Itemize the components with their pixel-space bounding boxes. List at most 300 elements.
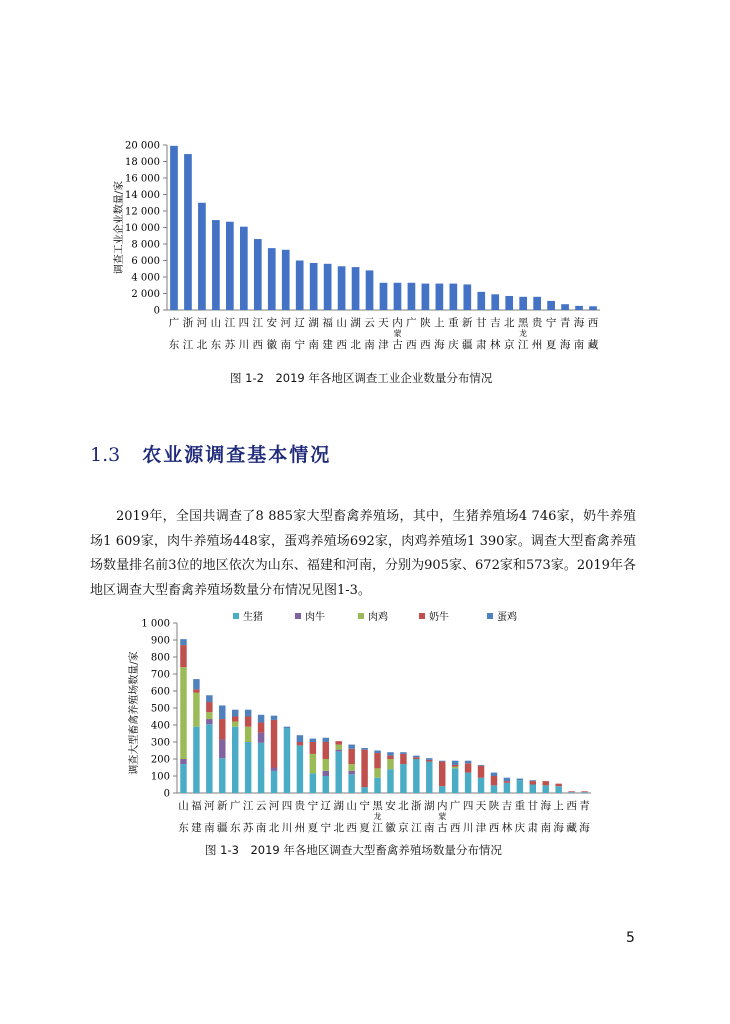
y-tick-label: 0 bbox=[163, 788, 170, 800]
figure-caption-1-3: 图 1-3 2019 年各地区调查大型畜禽养殖场数量分布情况 bbox=[205, 843, 502, 857]
y-tick-label: 0 bbox=[153, 305, 160, 317]
y-tick-label: 18 000 bbox=[125, 157, 160, 168]
x-tick-label-b: 宁 bbox=[294, 339, 305, 351]
bar bbox=[184, 154, 192, 310]
y-tick-label: 4 000 bbox=[131, 272, 160, 284]
x-tick-label-a: 黑 bbox=[372, 800, 383, 812]
bar-segment bbox=[271, 768, 277, 771]
bar-segment bbox=[245, 717, 251, 727]
x-tick-label-a: 湖 bbox=[333, 800, 344, 812]
bar-segment bbox=[530, 781, 536, 784]
bar-segment bbox=[297, 742, 303, 745]
x-tick-label-b: 肃 bbox=[476, 339, 487, 351]
x-tick-label-b: 夏 bbox=[545, 339, 557, 351]
legend-swatch bbox=[487, 613, 493, 619]
bar-segment bbox=[335, 745, 341, 750]
legend-swatch bbox=[295, 613, 301, 619]
x-tick-label-a: 云 bbox=[255, 800, 267, 812]
bar-segment bbox=[555, 784, 561, 787]
bar-segment bbox=[335, 751, 341, 793]
bar-segment bbox=[426, 762, 432, 793]
x-tick-label-b: 建 bbox=[191, 822, 202, 834]
x-tick-label-a: 广 bbox=[168, 317, 180, 329]
bar-segment bbox=[426, 760, 432, 762]
bar-segment bbox=[284, 727, 290, 729]
x-tick-label-b: 苏 bbox=[242, 822, 254, 834]
x-tick-label-a: 福 bbox=[191, 800, 202, 812]
x-tick-label-b: 川 bbox=[238, 339, 250, 351]
x-tick-label-a: 北 bbox=[503, 317, 515, 329]
bar bbox=[366, 270, 374, 310]
x-tick-label-a: 吉 bbox=[501, 800, 513, 812]
x-tick-label-a: 江 bbox=[252, 317, 264, 329]
bar-segment bbox=[581, 792, 587, 793]
bar-segment bbox=[478, 778, 484, 793]
x-tick-label-a: 西 bbox=[587, 317, 599, 329]
x-tick-label-m: 龙 bbox=[373, 812, 382, 821]
bar-segment bbox=[387, 752, 393, 755]
y-tick-label: 10 000 bbox=[125, 223, 160, 234]
bar bbox=[575, 306, 583, 310]
bar-segment bbox=[452, 761, 458, 765]
x-tick-label-a: 四 bbox=[238, 317, 250, 329]
bar-segment bbox=[180, 759, 186, 764]
bar-segment bbox=[206, 695, 212, 702]
bar-segment bbox=[348, 771, 354, 774]
section-number: 1.3 bbox=[90, 444, 121, 466]
x-tick-label-b: 肃 bbox=[527, 822, 539, 834]
x-tick-label-b: 南 bbox=[308, 339, 319, 351]
bar-segment bbox=[439, 762, 445, 787]
y-tick-label: 200 bbox=[150, 754, 170, 766]
bar-segment bbox=[258, 733, 264, 743]
y-tick-label: 600 bbox=[150, 686, 170, 698]
x-tick-label-b: 川 bbox=[281, 822, 293, 834]
bar-segment bbox=[504, 778, 510, 781]
bar-segment bbox=[568, 791, 574, 792]
x-tick-label-b: 藏 bbox=[566, 822, 577, 834]
x-tick-label-a: 甘 bbox=[476, 317, 487, 329]
y-tick-label: 14 000 bbox=[125, 190, 160, 201]
x-tick-label-b: 北 bbox=[333, 822, 344, 834]
bar-segment bbox=[206, 724, 212, 793]
bar-segment bbox=[374, 778, 380, 793]
bar-segment bbox=[258, 722, 264, 732]
bar-segment bbox=[180, 645, 186, 667]
x-tick-label-a: 北 bbox=[398, 800, 409, 812]
y-tick-label: 100 bbox=[150, 771, 170, 783]
x-tick-label-b: 林 bbox=[501, 822, 513, 834]
bar-segment bbox=[310, 773, 316, 793]
x-tick-label-b: 宁 bbox=[320, 822, 332, 834]
x-tick-label-a: 浙 bbox=[182, 317, 194, 329]
y-axis-label: 调查工业企业数量/家 bbox=[114, 180, 125, 275]
bar-segment bbox=[193, 689, 199, 692]
x-tick-label-b: 庆 bbox=[448, 339, 459, 351]
bar-segment bbox=[400, 764, 406, 793]
x-tick-label-b: 南 bbox=[204, 822, 215, 834]
x-tick-label-b: 东 bbox=[229, 822, 241, 834]
x-tick-label-b: 林 bbox=[489, 339, 501, 351]
x-tick-label-a: 安 bbox=[385, 800, 396, 812]
bar-segment bbox=[245, 742, 251, 793]
bar-segment bbox=[374, 768, 380, 777]
x-tick-label-b: 南 bbox=[280, 339, 291, 351]
bar bbox=[338, 266, 346, 310]
x-tick-label-a: 四 bbox=[281, 800, 293, 812]
bar bbox=[254, 239, 262, 310]
bar-segment bbox=[323, 759, 329, 771]
bar-segment bbox=[193, 693, 199, 727]
x-tick-label-b: 京 bbox=[503, 339, 515, 351]
x-tick-label-b: 江 bbox=[182, 339, 194, 351]
bar bbox=[547, 301, 555, 310]
x-tick-label-b: 南 bbox=[364, 339, 375, 351]
bar-segment bbox=[361, 748, 367, 750]
x-tick-label-b: 西 bbox=[449, 822, 461, 834]
x-tick-label-b: 西 bbox=[406, 339, 417, 351]
x-tick-label-a: 广 bbox=[449, 800, 461, 812]
bar bbox=[477, 292, 485, 310]
y-tick-label: 800 bbox=[150, 652, 170, 664]
y-tick-label: 20 000 bbox=[125, 140, 160, 152]
x-tick-label-a: 山 bbox=[178, 800, 189, 812]
bar bbox=[449, 284, 457, 310]
x-tick-label-b: 徽 bbox=[385, 822, 396, 834]
x-tick-label-a: 天 bbox=[378, 317, 389, 329]
x-tick-label-a: 浙 bbox=[411, 800, 422, 812]
legend-label: 蛋鸡 bbox=[497, 612, 517, 623]
x-tick-label-m: 蒙 bbox=[438, 812, 447, 821]
bar bbox=[436, 284, 444, 310]
x-tick-label-b: 徽 bbox=[266, 339, 278, 351]
x-tick-label-b: 疆 bbox=[217, 822, 228, 834]
bar-segment bbox=[517, 780, 523, 793]
x-tick-label-a: 上 bbox=[434, 317, 445, 329]
y-tick-label: 700 bbox=[150, 669, 170, 681]
legend-label: 肉鸡 bbox=[368, 612, 388, 623]
bar bbox=[240, 227, 248, 310]
bar bbox=[170, 146, 178, 310]
x-tick-label-a: 重 bbox=[448, 317, 459, 329]
bar-segment bbox=[530, 780, 536, 781]
x-tick-label-b: 海 bbox=[434, 339, 445, 351]
bar bbox=[212, 220, 220, 310]
bar bbox=[226, 222, 234, 310]
bar-segment bbox=[193, 679, 199, 689]
x-tick-label-b: 西 bbox=[346, 822, 357, 834]
x-tick-label-b: 海 bbox=[559, 339, 571, 351]
x-tick-label-a: 河 bbox=[204, 800, 215, 812]
bar-segment bbox=[219, 719, 225, 739]
x-tick-label-b: 古 bbox=[392, 339, 403, 351]
bar bbox=[589, 306, 597, 310]
x-tick-label-b: 西 bbox=[252, 339, 264, 351]
y-tick-label: 1 000 bbox=[141, 618, 170, 630]
x-tick-label-a: 辽 bbox=[320, 800, 332, 812]
x-tick-label-a: 海 bbox=[540, 800, 551, 812]
x-tick-label-b: 西 bbox=[488, 822, 500, 834]
bar-segment bbox=[206, 702, 212, 712]
bar-segment bbox=[542, 785, 548, 793]
bar-segment bbox=[439, 786, 445, 793]
x-tick-label-b: 州 bbox=[294, 822, 306, 834]
x-tick-label-b: 西 bbox=[336, 339, 347, 351]
x-tick-label-a: 山 bbox=[346, 800, 357, 812]
x-tick-label-a: 江 bbox=[224, 317, 236, 329]
x-tick-label-b: 川 bbox=[462, 822, 474, 834]
x-tick-label-b: 古 bbox=[436, 822, 448, 834]
bar bbox=[282, 250, 290, 310]
x-tick-label-a: 陕 bbox=[488, 800, 500, 812]
x-tick-label-b: 北 bbox=[268, 822, 280, 834]
x-tick-label-b: 江 bbox=[517, 339, 529, 351]
x-tick-label-b: 东 bbox=[210, 339, 222, 351]
x-tick-label-a: 山 bbox=[210, 317, 222, 329]
y-tick-label: 500 bbox=[150, 703, 170, 715]
industrial-enterprises-chart bbox=[0, 130, 730, 360]
x-tick-label-a: 新 bbox=[217, 800, 228, 812]
x-tick-label-a: 甘 bbox=[527, 800, 539, 812]
x-tick-label-b: 江 bbox=[372, 822, 383, 834]
bar-segment bbox=[555, 786, 561, 793]
bar-segment bbox=[335, 750, 341, 752]
bar-segment bbox=[193, 727, 199, 793]
bar-segment bbox=[530, 785, 536, 794]
bar bbox=[463, 284, 471, 310]
x-tick-label-b: 北 bbox=[196, 339, 208, 351]
bar bbox=[505, 296, 513, 310]
bar-segment bbox=[323, 771, 329, 776]
bar-segment bbox=[400, 752, 406, 754]
bar bbox=[380, 283, 388, 310]
x-tick-label-b: 津 bbox=[378, 339, 389, 351]
bar-segment bbox=[323, 742, 329, 759]
bar-segment bbox=[271, 720, 277, 768]
x-tick-label-a: 贵 bbox=[531, 317, 543, 329]
x-tick-label-b: 江 bbox=[411, 822, 422, 834]
x-tick-label-a: 新 bbox=[462, 317, 473, 329]
bar-segment bbox=[297, 745, 303, 793]
bar-segment bbox=[400, 754, 406, 764]
bar-segment bbox=[232, 722, 238, 727]
bar bbox=[491, 294, 499, 310]
x-tick-label-a: 青 bbox=[579, 800, 590, 812]
bar-segment bbox=[232, 727, 238, 793]
x-tick-label-a: 上 bbox=[553, 800, 564, 812]
bar-segment bbox=[297, 735, 303, 742]
x-tick-label-m: 龙 bbox=[519, 329, 528, 338]
bar-segment bbox=[180, 667, 186, 759]
bar-segment bbox=[219, 705, 225, 719]
x-tick-label-b: 南 bbox=[573, 339, 585, 351]
bar-segment bbox=[348, 774, 354, 793]
x-tick-label-a: 福 bbox=[322, 317, 333, 329]
bar-segment bbox=[245, 727, 251, 742]
bar-segment bbox=[452, 765, 458, 767]
x-tick-label-b: 南 bbox=[540, 822, 551, 834]
bar-segment bbox=[465, 773, 471, 793]
x-tick-label-b: 庆 bbox=[514, 822, 526, 834]
x-tick-label-b: 北 bbox=[350, 339, 361, 351]
bar bbox=[408, 283, 416, 310]
bar-segment bbox=[426, 758, 432, 760]
bar bbox=[324, 264, 332, 310]
bar-segment bbox=[413, 757, 419, 759]
x-tick-label-b: 建 bbox=[322, 339, 333, 351]
bar-segment bbox=[271, 771, 277, 793]
y-axis-label: 调查大型畜禽养殖场数量/家 bbox=[129, 651, 140, 775]
x-tick-label-b: 东 bbox=[168, 339, 180, 351]
section-heading bbox=[90, 440, 331, 467]
bar-segment bbox=[465, 761, 471, 764]
bar bbox=[310, 263, 318, 310]
x-tick-label-a: 内 bbox=[436, 800, 448, 812]
x-tick-label-a: 江 bbox=[242, 800, 254, 812]
x-tick-label-b: 州 bbox=[531, 339, 543, 351]
bar-segment bbox=[310, 742, 316, 754]
x-tick-label-b: 南 bbox=[424, 822, 435, 834]
x-tick-label-b: 疆 bbox=[462, 339, 473, 351]
bar-segment bbox=[232, 717, 238, 722]
bar-segment bbox=[478, 765, 484, 766]
x-tick-label-a: 内 bbox=[392, 317, 403, 329]
x-tick-label-a: 安 bbox=[266, 317, 278, 329]
x-tick-label-a: 吉 bbox=[489, 317, 501, 329]
x-tick-label-b: 夏 bbox=[307, 822, 319, 834]
y-tick-label: 400 bbox=[150, 720, 170, 732]
bar-segment bbox=[271, 716, 277, 720]
bar-segment bbox=[348, 745, 354, 749]
x-tick-label-a: 湖 bbox=[350, 317, 361, 329]
bar-segment bbox=[504, 781, 510, 783]
x-tick-label-b: 东 bbox=[178, 822, 189, 834]
bar-segment bbox=[258, 715, 264, 723]
bar bbox=[561, 304, 569, 310]
x-tick-label-a: 河 bbox=[268, 800, 280, 812]
bar-segment bbox=[310, 739, 316, 742]
y-tick-label: 900 bbox=[150, 635, 170, 647]
bar-segment bbox=[206, 712, 212, 719]
bar bbox=[296, 261, 304, 311]
x-tick-label-a: 陕 bbox=[420, 317, 431, 329]
bar-segment bbox=[180, 764, 186, 793]
bar-segment bbox=[219, 758, 225, 793]
x-tick-label-a: 宁 bbox=[359, 800, 370, 812]
bar bbox=[519, 297, 527, 310]
x-tick-label-m: 蒙 bbox=[393, 329, 402, 338]
x-tick-label-b: 夏 bbox=[359, 822, 370, 834]
x-tick-label-a: 海 bbox=[573, 317, 585, 329]
bar bbox=[198, 203, 206, 310]
section-title: 农业源调查基本情况 bbox=[142, 444, 332, 466]
bar-segment bbox=[491, 773, 497, 776]
x-tick-label-a: 宁 bbox=[307, 800, 319, 812]
bar-segment bbox=[361, 787, 367, 793]
x-tick-label-b: 南 bbox=[255, 822, 267, 834]
x-tick-label-a: 贵 bbox=[294, 800, 306, 812]
bar bbox=[533, 297, 541, 310]
bar-segment bbox=[452, 768, 458, 793]
x-tick-label-a: 西 bbox=[566, 800, 577, 812]
bar-segment bbox=[348, 749, 354, 764]
bar-segment bbox=[245, 710, 251, 717]
x-tick-label-b: 津 bbox=[475, 822, 487, 834]
y-tick-label: 300 bbox=[150, 737, 170, 749]
bar-segment bbox=[335, 741, 341, 744]
x-tick-label-a: 湖 bbox=[424, 800, 435, 812]
bar-segment bbox=[581, 791, 587, 792]
bar-segment bbox=[323, 776, 329, 793]
bar-segment bbox=[491, 785, 497, 793]
bar-segment bbox=[504, 783, 510, 793]
bar-segment bbox=[361, 750, 367, 787]
legend-label: 生猪 bbox=[243, 612, 263, 623]
bar-segment bbox=[284, 728, 290, 793]
legend-label: 奶牛 bbox=[429, 612, 449, 623]
page-number: 5 bbox=[626, 930, 635, 946]
bar-segment bbox=[310, 754, 316, 774]
legend-label: 肉牛 bbox=[305, 612, 325, 623]
figure-caption-1-2: 图 1-2 2019 年各地区调查工业企业数量分布情况 bbox=[230, 371, 493, 385]
bar-segment bbox=[374, 751, 380, 754]
x-tick-label-a: 辽 bbox=[294, 317, 305, 329]
bar-segment bbox=[439, 761, 445, 762]
body-paragraph: 2019年，全国共调查了8 885家大型畜禽养殖场，其中，生猪养殖场4 746家，奶牛养殖场1 609家，肉牛养殖场448家，蛋鸡养殖场692家，肉鸡养殖场1 390家。调查大型畜禽养殖场数量排名前3位的地区依次为山东、福建和河南，分别为905家、672家和573家。2019年各地区调查大型畜禽养殖场数量分布情况见图1-3。 bbox=[90, 509, 636, 598]
bar-segment bbox=[180, 639, 186, 645]
bar-segment bbox=[323, 738, 329, 742]
x-tick-label-a: 广 bbox=[406, 317, 417, 329]
bar bbox=[268, 248, 276, 310]
x-tick-label-a: 河 bbox=[280, 317, 291, 329]
bar-segment bbox=[542, 781, 548, 785]
x-tick-label-a: 宁 bbox=[545, 317, 557, 329]
x-tick-label-a: 湖 bbox=[308, 317, 319, 329]
bar bbox=[422, 284, 430, 310]
bar-segment bbox=[568, 792, 574, 793]
bar bbox=[352, 267, 360, 310]
bar-segment bbox=[387, 756, 393, 759]
bar-segment bbox=[374, 753, 380, 768]
y-tick-label: 2 000 bbox=[131, 289, 160, 300]
x-tick-label-a: 天 bbox=[475, 800, 487, 812]
x-tick-label-a: 青 bbox=[559, 317, 571, 329]
bar-segment bbox=[413, 756, 419, 758]
x-tick-label-a: 广 bbox=[229, 800, 241, 812]
x-tick-label-b: 藏 bbox=[587, 339, 599, 351]
bar-segment bbox=[517, 779, 523, 781]
y-tick-label: 6 000 bbox=[131, 256, 160, 267]
bar-segment bbox=[348, 764, 354, 771]
x-tick-label-a: 四 bbox=[462, 800, 474, 812]
x-tick-label-b: 西 bbox=[420, 339, 431, 351]
x-tick-label-a: 黑 bbox=[517, 317, 529, 329]
legend-swatch bbox=[419, 613, 425, 619]
bar-segment bbox=[465, 763, 471, 772]
y-tick-label: 8 000 bbox=[131, 239, 160, 251]
x-tick-label-b: 海 bbox=[579, 822, 590, 834]
x-tick-label-b: 海 bbox=[553, 822, 564, 834]
livestock-farms-chart bbox=[0, 605, 730, 835]
bar-segment bbox=[452, 767, 458, 769]
legend-swatch bbox=[358, 613, 364, 619]
x-tick-label-a: 重 bbox=[514, 800, 526, 812]
x-tick-label-a: 河 bbox=[196, 317, 208, 329]
x-tick-label-b: 苏 bbox=[224, 339, 236, 351]
bar-segment bbox=[413, 759, 419, 793]
bar-segment bbox=[387, 759, 393, 769]
bar-segment bbox=[387, 769, 393, 793]
